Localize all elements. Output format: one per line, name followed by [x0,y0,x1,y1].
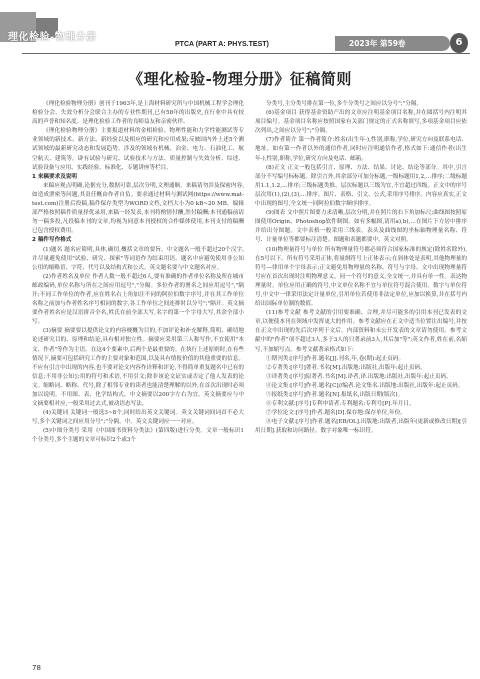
scope-paragraph: 《理化检验物理分册》主要报道材料的金相检验、物理性能和力学性能测试等专业领域的新技术、新方法、新经验以及相应的研究和应用成果;反映国内外上述5个测试领域的最新研究动态和发展趋势。涉及的领域有机械、冶金、电力、石油化工、航空航天、建筑等。辟有试验与研究、试验技术与方法、质量控制与失效分析、综述、试验设备与应用、实践经验、标准化、专题讲座等栏目。 [32,128,244,171]
rule-classification: (5)中图分类号 采用《中国图书资料分类法》(第四版)进行分类。文章一般标识1个分类号,多个主题的文章可标识2个或3个 [32,428,244,444]
page-number: 78 [32,664,41,672]
header-rule [22,53,470,54]
reference-format-item: ③译著类:[序号]原著者.书名[M].译者,译.出版地:出版社,出版年:起止页码。 [266,373,452,380]
reference-format-item: ⑧电子文献:[序号]作者.题名[EB/OL].出版地:出版者,出版年(更新或修改日期)[引用日期].获取和访问路径。数字对象唯一标识符。 [255,419,467,435]
rule-author-bio: (7)作者简介 第一作者简介:姓名(出生年-),性别,职称,学位,研究方向及联系电话、地址。如有第一作者以外的通信作者,同时应注明通信作者,格式如下:通信作者(出生年-),性别,职称,学位,研究方向及电话、邮箱。 [255,137,467,162]
submission-paragraph: 来稿应观点明确,论据充分,数据可靠,层次分明,文理通顺。来稿请勿涉及保密内容,如造成泄密等问题,其责任概由作者自负。要求通过材料与测试网(https://www.mat-test.com)注册后投稿,稿件保存类型为WORD文档,文档大小为0 kB~20 MB。编辑部严格按照稿件质量择优录用,来稿一经发表,本刊将酌情付酬,然付稿酬;本刊通稿前请勿一稿多投,凡投稿本刊的文章,均视为同意本刊授权的合作媒体使用,本刊支付的稿酬已包含授权费用。 [32,182,244,235]
journal-header [0,0,480,50]
rule-body: (8)正文 正文一般包括引言、原理、方法、结果、讨论、结论等部分。其中,引言部分不写编号标标题。除引言外,其余部分可加分标题,一级标题用1,2,…排序;二级标题用1.1,1.2,…排序;三级标题类推。层次标题以三级为宜,不宜超过四级。正文中的序号层次用(1),(2),(3),…排序。图片、表格、引文、公式,采用序号排序。内容应真实,正文中出现的图号,全文统一同阿拉伯数字顺序排序。 [255,164,467,208]
reference-format-item: ①期刊类:[序号]作者.题名[J].刊名,年,卷(期):起止页码。 [266,355,405,362]
reference-format-item: ⑥专利文献:[序号]专利申请者.专利题名:专利号[P].年月日。 [266,401,415,408]
page-title: 《理化检验-物理分册》征稿简则 [128,70,352,88]
intro-paragraph: 《理化检验物理分册》创刊于1963年,是上海材料研究所与中国机械工程学会理化检验分会、失效分析分会联合主办的专业性期刊,已有58年的出版史,在行业中具有较高的声誉和知名度。是理化检验工作者的良师益友和亲密伙伴。 [32,101,244,126]
rule-authors: (2)作者姓名及单位 作者人数一般不超过6人,要有准确的作者单位名称及所在城市邮政编码,单位名称与所在之间应用逗号","分隔。多位作者的署名之间应用逗号","隔开;不同工作单位的作者,应在姓名右上角加注不同的阿拉伯数字序号,并在其工作单位名称之前加与作者姓名序号相同的数字,各工作单位之间连排时以分号";"隔开。英文摘要作者姓名应是汉语拼音全名,姓氏在前全部大写,名字的第一个字母大写,其余全部小写。 [32,273,244,326]
rule-figures: (9)图表 文中照片图要力求清晰,层次分明,并在照片的右下角加标尺;曲线图按照原图使用Origin、Photoshop软件制图。如有多幅图,请用a),b),…在图片下方居中排序并给出分图题。文中表格一般采用三线表。表头及曲线图的坐标轴物理量名称、符号、计量单位等都要标注清楚。图题和表题都要中、英文对照。 [255,210,467,244]
rule-abstract: (3)摘要 摘要要以提供论文的内容梗概为目的,不加评论和补充解释,简明、确切地论述研究目的、原理和结论,具有相对独立性。摘要应采用第三人称写作,不宜使用"本文、作者"等作为主语。在这4个要素中,后两个是最重要的。在执行上述原则时,在有些情况下,摘要可包括研究工作的主要对象和范围,以及具有情报价值的其他重要的信息。不应有引言中出现的内容,也不要对论文内容作诠释和评论,不得简单重复题名中已有的信息;不用非公知公用的符号和术语,不用引文;除非该论文证实或否定了他人发表的论文。缩略词、略称、代号,除了相邻专业的读者也能清楚理解的以外,在首次出现时必须加以说明。不用图、表、化学结构式。中文摘要以200字左右为宜。英文摘要应与中文摘要相对应,一般采用过去式,被动语态写法。 [32,328,244,408]
journal-logo-text: 理化检验-物理分册 [8,32,97,43]
reference-format-item: ⑦学位论文:[序号]作者.题名[D].保存地:保存单位,年份。 [266,410,406,417]
issue-badge: 2023年 第59卷 [335,36,450,51]
left-column [32,100,244,446]
rule-references: (11)参考文献 参考文献的引用要准确、合理,并尽可能多的引用本刊已发表的文章,以便使本刊在领域中发挥更大的作用。参考文献应在正文中适当位置注出编号,并按在正文中出现的先后次序列于文后。内部资料和未公开发表的文章请勿使用。参考文献中的"作者"项不超过3人,多于3人的只著录前3人,其后加"等";英文作者,姓在前,名缩写,不加缩写点。参考文献著录格式如下: [255,310,467,353]
issue-number: 6 [450,33,468,53]
reference-format-item: ⑤报纸类:[序号]作者.题名[N].报纸名,出版日期(版次)。 [266,392,404,398]
reference-format-item: ②专著类:[序号]著者.书名[M].出版地:出版社,出版年:起止页码。 [266,364,426,371]
rule-keywords: (4)关键词 关键词一般选3~8个,同时给出英文关键词。英文关键词间词首不必大写,多个关键词之间应用分号";"分隔。中、英文关键词应一一对应。 [32,410,244,426]
rule-units: (10)物理量符号与单位 所有物理量符号都必须符合国家标准的规定(除姓名除外),在5号以下、所有符号采用正体,将量纲符号上正体表示;在斜体处是表明,其他物理量的符号—律用单个字母表示;正文避免用物理量的名称、符号与字母、文中出现物理量符号应在首次出现时注明物理意义。同一个符号的意义,全文统一,并具有单一性。表达物理量时。单位应用正确的符号,中文单位名称不宜与单位符号混合使用。数字与单位符号,中文中一律采用法定计量单位,引用单位若使用非法定单位,应加以换算,并在括号内给出国际单位制的数值。 [255,246,467,308]
rule-title: (1)题名 题名应简明,具体,确切,概括文章的要旨。中文题名一般不超过20个汉字,并尽量避免使用"试验、研究、探索"等词语作为结束用语。题名中应避免使用非公知公用的缩略语、字符、代号以及结构式和公式。英文题名要与中文题名对应。 [32,246,244,271]
section-heading: 2 稿件写作格式 [32,237,72,244]
rule-fund: (6)基金项目 获得基金资助产出的文章应注明基金项目名称,并在圆括号内注明其项目编号。基金项目名称应按照国家有关部门规定的正式名称填写,多项基金项目应依次列出,之间应以分号";"分隔。 [255,110,467,135]
right-column [255,100,467,436]
rule-classification-cont: 分类号,主分类号排在第一位,多个分类号之间应以分号";"分隔。 [266,101,423,107]
reference-format-item: ④论文集:[序号]作者.题名[C]//编者.论文集名.出版地:出版社,出版年:起止页码。 [266,382,464,389]
journal-english-title: PTCA (PART A: PHYS.TEST) [175,41,269,48]
section-heading: 1 来稿要求及说明 [32,173,77,180]
